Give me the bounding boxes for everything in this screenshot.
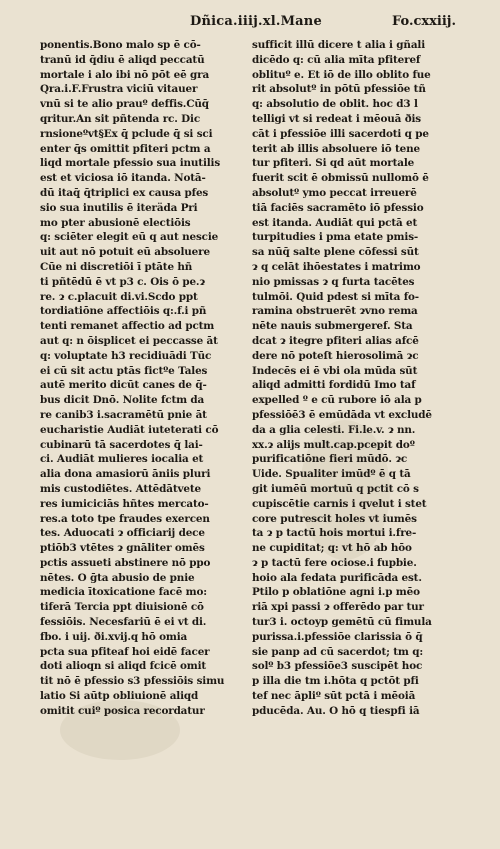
text-line: Cūe ni discretiōi ī ptāte hñ <box>40 260 193 273</box>
text-line: mo pter abusionē electiōis <box>40 216 191 229</box>
running-head: Dñica.iiij.xl.Mane <box>190 14 322 29</box>
text-line: doti alioqn si aliqd fcicē omit <box>40 660 207 673</box>
text-line: tur pfiteri. Si qd aūt mortale <box>252 157 415 170</box>
text-line: telligi vt si redeat i mēouā ðis <box>252 112 421 125</box>
text-line: dicēdo q: cū alia mīta pfiteref <box>252 53 421 66</box>
text-line: mortale i alo ibi nō pōt eē gra <box>40 68 210 81</box>
text-line: rnsioneºvt§Ex q̄ pclude q̄ si sci <box>40 127 213 140</box>
text-line: tenti remanet affectio ad pctm <box>40 320 215 333</box>
text-line: tiferā Tercia ppt diuisionē cō <box>40 601 204 614</box>
text-line: fbo. i uij. ði.xvij.q hō omia <box>40 630 188 643</box>
text-line: purissa.i.pfessiōe clarissia ō q̄ <box>252 630 423 643</box>
text-line: cupiscētie carnis i qvelut i stet <box>252 497 427 510</box>
text-line: sie panp ad cū sacerdot; tm q: <box>252 645 424 658</box>
text-line: est et viciosa iō itanda. Notā- <box>40 172 206 185</box>
text-line: pfessiōē3 ē emūdāda vt excludē <box>252 408 432 421</box>
text-line: Qra.i.F.Frustra viciū vitauer <box>40 83 198 96</box>
text-line: alia dona amasiorū āniis pluri <box>40 468 211 481</box>
text-line: bus dicit Dnō. Nolite fctm da <box>40 394 205 407</box>
text-line: ptiōb3 vtētes ɂ gnāliter omēs <box>40 542 205 555</box>
text-line: tordiatiōne affectiōis q:.f.i pñ <box>40 305 207 318</box>
text-line: da a glia celesti. Fi.le.v. ɂ nn. <box>252 423 416 436</box>
text-line: oblituº e. Et iō de illo oblito fue <box>252 68 431 81</box>
text-line: nio pmissas ɂ q furta tacētes <box>252 275 415 288</box>
text-line: nēte nauis submergeref. Sta <box>252 320 413 333</box>
text-line: pcta sua pfiteaf hoi eidē facer <box>40 645 210 658</box>
text-line: q: voluptate h3 recidiuādi Tūc <box>40 349 212 362</box>
text-line: rit absolutº in pōtū pfessiōe tñ <box>252 83 426 96</box>
text-column-left <box>40 38 250 719</box>
text-line: ei cū sit actu ptās fictºe Tales <box>40 364 208 377</box>
text-line: ti pñtēdū ē vt p3 c. Ois ō pe.ɂ <box>40 275 205 288</box>
folio-number: Fo.cxxiij. <box>391 14 456 29</box>
text-line: tranū id q̄diu ē aliqd peccatū <box>40 53 205 66</box>
text-line: ne cupiditat; q: vt hō ab hōo <box>252 542 412 555</box>
text-line: omitit cuiº posica recordatur <box>40 704 205 717</box>
text-line: est itanda. Audiāt qui pctā et <box>252 216 418 229</box>
text-line: ponentis.Bono malo sp ē cō- <box>40 39 201 51</box>
text-line: tiā faciēs sacramēto iō pfessio <box>252 201 424 214</box>
text-line: nētes. O ḡta abusio de pnie <box>40 571 195 584</box>
text-line: fessiōis. Necesfariū ē ei vt di. <box>40 616 207 629</box>
text-line: tes. Aduocati ɂ officiarij dece <box>40 527 205 540</box>
text-line: solº b3 pfessiōe3 suscipēt hoc <box>252 660 423 673</box>
text-line: Ptilo p oblatiōne agni i.p mēo <box>252 586 420 599</box>
text-line: qritur.An sit pñtenda rc. Dic <box>40 112 200 125</box>
text-line: liqd mortale pfessio sua inutilis <box>40 157 221 170</box>
text-line: git iumēū mortuū q pctit cō s <box>252 482 419 495</box>
text-line: fuerit scit ē obmissū nullomō ē <box>252 172 429 185</box>
text-line: uit aut nō potuit eū absoluere <box>40 246 210 259</box>
text-line: purificatiōne fieri mūdō. ɂc <box>252 453 408 466</box>
text-line: cubinarū tā sacerdotes q̄ lai- <box>40 438 203 451</box>
text-line: ta ɂ p tactū hois mortui i.fre- <box>252 527 417 540</box>
text-line: turpitudies i pma etate pmis- <box>252 231 419 244</box>
text-line: tef nec āpliº sūt pctā i mēoiā <box>252 690 416 703</box>
text-line: aut q: n ōisplicet ei peccasse āt <box>40 334 218 347</box>
text-line: hoio ala fedata purificāda est. <box>252 571 422 584</box>
text-line: ɂ q celāt ihōestates i matrimo <box>252 260 421 273</box>
text-line: Indecēs ei ē vbi ola mūda sūt <box>252 364 418 377</box>
text-line: re. ɂ c.placuit di.vi.Scdo ppt <box>40 290 198 303</box>
text-line: mis custodiētes. Attēdātvete <box>40 482 201 495</box>
text-line: dere nō poteſt hierosolimā ɂc <box>252 349 419 362</box>
text-line: autē merito dicūt canes de q̄- <box>40 379 207 392</box>
text-line: tur3 i. octoyp gemētū cū fimula <box>252 616 432 629</box>
text-line: core putrescit holes vt iumēs <box>252 512 417 525</box>
text-line: expelled º e cū rubore iō ala p <box>252 394 422 407</box>
text-line: absolutº ymo peccat irreuerē <box>252 186 417 199</box>
text-line: pducēda. Au. O hō q tiespfi iā <box>252 704 420 717</box>
text-column-right <box>252 38 462 719</box>
text-line: re canib3 i.sacramētū pnie āt <box>40 408 207 421</box>
text-line: enter q̄s omittit pfiteri pctm a <box>40 142 211 155</box>
text-line: res.a toto tpe fraudes exercen <box>40 512 210 525</box>
text-line: medicia ītoxicatione facē mo: <box>40 586 207 599</box>
text-line: tit nō ē pfessio s3 pfessiōis simu <box>40 675 225 688</box>
text-line: ramina obstruerēt ɂvno rema <box>252 305 418 318</box>
text-line: dcat ɂ itegre pfiteri alias afcē <box>252 334 419 347</box>
text-line: riā xpi passi ɂ offerēdo par tur <box>252 601 424 614</box>
text-line: sa nūq̄ salte plene cōfessi sūt <box>252 246 419 259</box>
text-line: cāt i pfessiōe illi sacerdoti q pe <box>252 127 429 140</box>
text-line: ɂ p tactū fere ociose.i fupbie. <box>252 556 417 569</box>
text-line: q: absolutio de oblit. hoc d3 l <box>252 98 418 111</box>
text-line: sufficit illū dicere t alia i gñali <box>252 39 426 51</box>
text-line: dū itaq̄ q̄triplici ex causa pfes <box>40 186 209 199</box>
text-line: vnū si te alio prauº deffis.Cūq̄ <box>40 98 209 111</box>
text-line: res iumiciciās hñtes mercato- <box>40 497 209 510</box>
text-line: xx.ɂ alijs mult.cap.pcepit doº <box>252 438 415 451</box>
text-line: aliqd admitti fordidū Imo taf <box>252 379 416 392</box>
page-header <box>40 14 460 34</box>
text-line: pctis assueti abstinere nō ppo <box>40 556 211 569</box>
text-line: p illa die tm i.hōta q pctōt pfi <box>252 675 419 688</box>
text-line: tulmōi. Quid pdest si mīta fo- <box>252 290 419 303</box>
text-line: ci. Audiāt mulieres iocalia et <box>40 453 204 466</box>
text-line: terit ab illis absoluere iō tene <box>252 142 420 155</box>
text-line: sio sua inutilis ē iteräda Pri <box>40 201 198 214</box>
text-line: latio Si aūtp obliuionē aliqd <box>40 690 199 703</box>
text-line: eucharistie Audiāt iuteterati cō <box>40 423 219 436</box>
text-line: Uide. Spualiter imūdº ē q tā <box>252 468 411 481</box>
text-line: q: sciēter elegit eū q aut nescie <box>40 231 219 244</box>
